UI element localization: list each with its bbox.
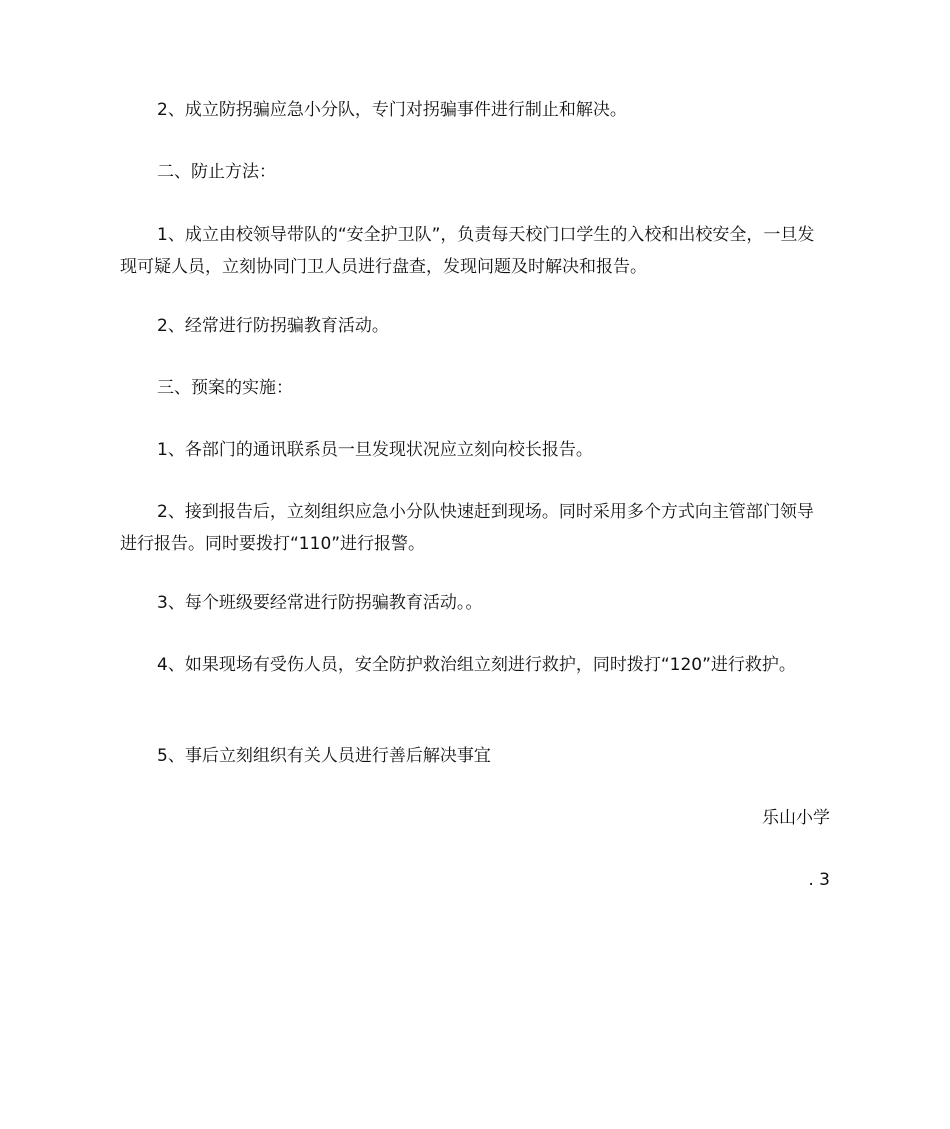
paragraph-class-education: 3、每个班级要经常进行防拐骗教育活动。。	[157, 593, 483, 613]
paragraph-emergency-team: 2、成立防拐骗应急小分队，专门对拐骗事件进行制止和解决。	[157, 100, 627, 120]
paragraph-security-guard: 1、成立由校领导带队的“安全护卫队”，负责每天校门口学生的入校和出校安全，一旦发现可疑人员，立刻协同门卫人员进行盘查，发现问题及时解决和报告。	[120, 225, 815, 277]
paragraph-aftermath: 5、事后立刻组织有关人员进行善后解决事宜	[157, 746, 491, 766]
paragraph-rush-to-scene: 2、接到报告后，立刻组织应急小分队快速赶到现场。同时采用多个方式向主管部门领导进行报告。同时要拨打“110”进行报警。	[120, 502, 814, 554]
document-date: . 3	[808, 870, 830, 890]
school-signature: 乐山小学	[762, 808, 830, 828]
paragraph-report-principal: 1、各部门的通讯联系员一旦发现状况应立刻向校长报告。	[157, 440, 593, 460]
section-heading-implementation: 三、预案的实施：	[157, 378, 293, 398]
paragraph-injured-rescue: 4、如果现场有受伤人员，安全防护救治组立刻进行救护，同时拨打“120”进行救护。	[157, 655, 796, 675]
section-heading-prevention: 二、防止方法：	[157, 162, 276, 182]
paragraph-education-activity: 2、经常进行防拐骗教育活动。	[157, 316, 389, 336]
